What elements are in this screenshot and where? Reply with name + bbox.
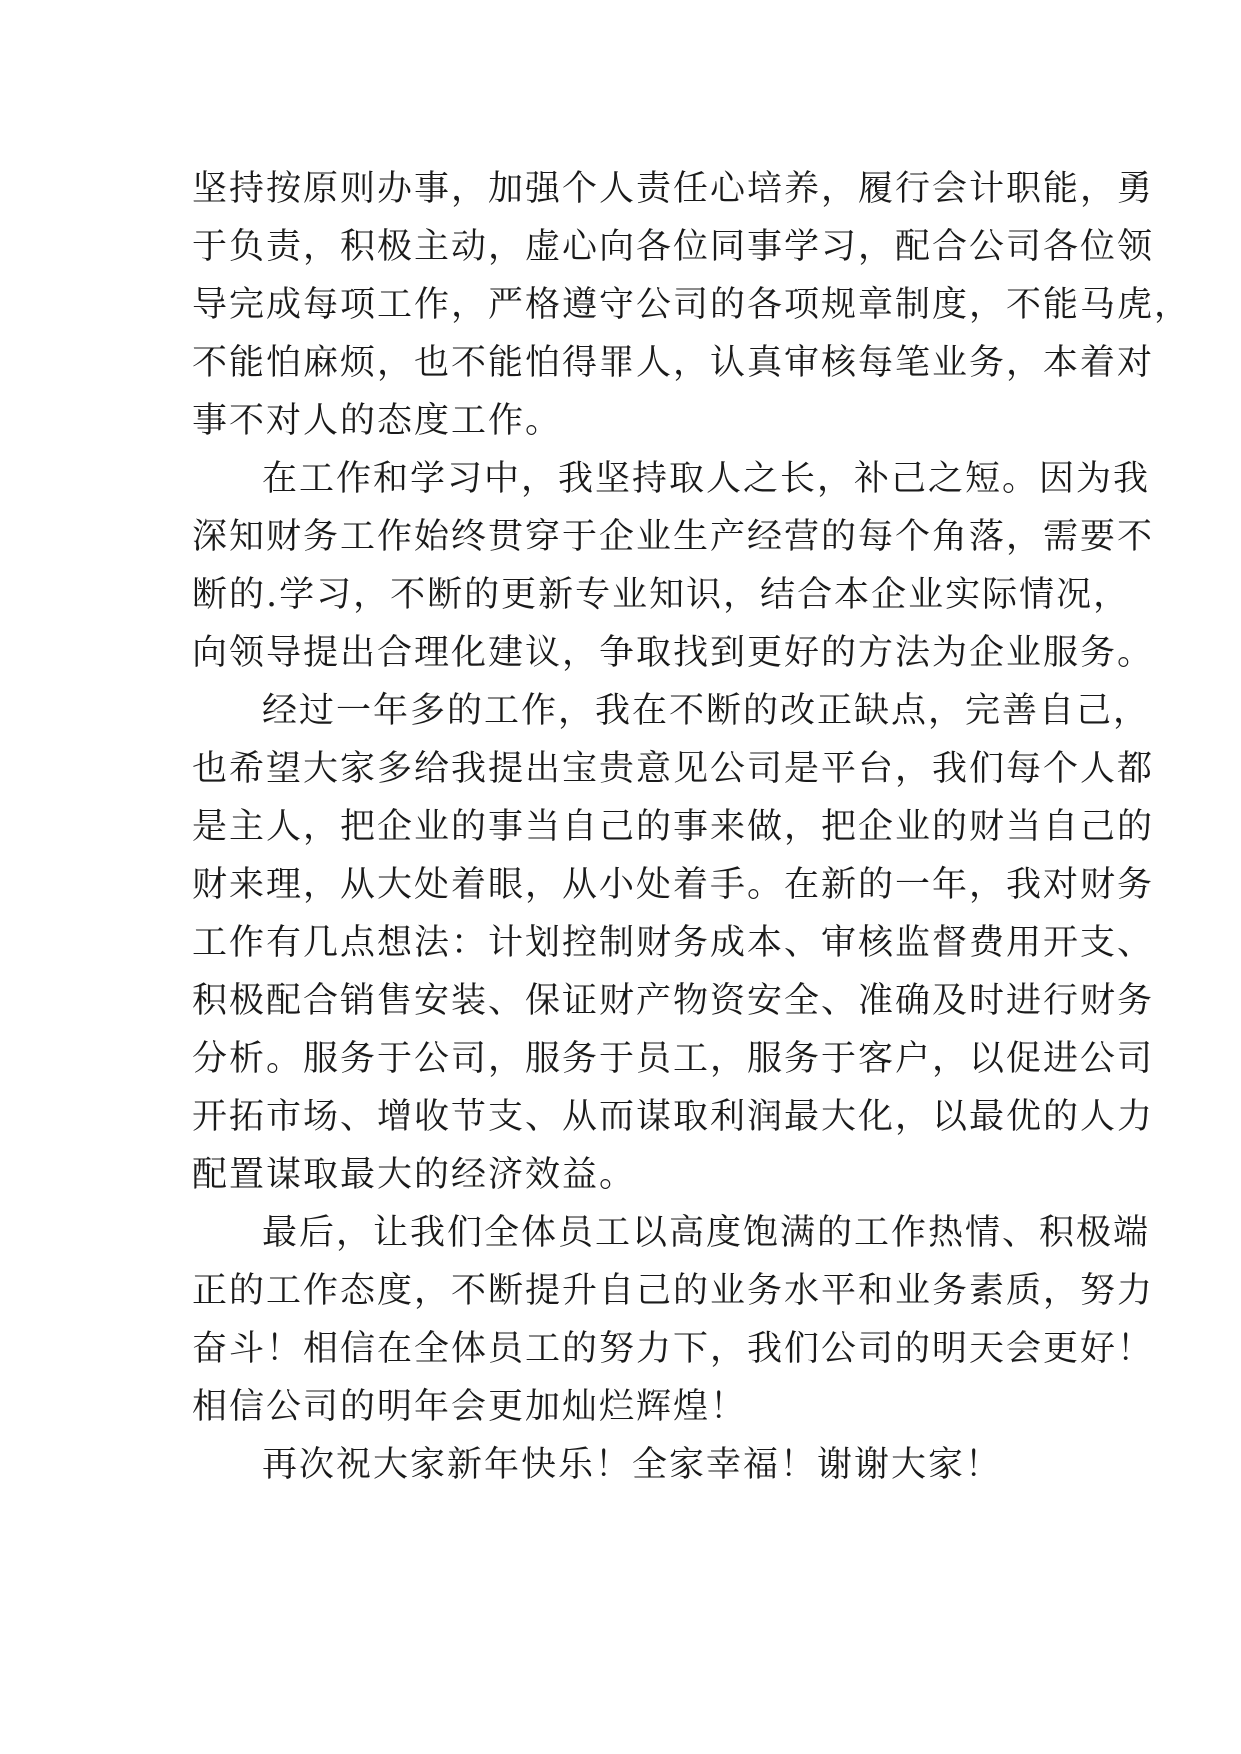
text-line: 开拓市场、增收节支、从而谋取利润最大化，以最优的人力 (192, 1097, 1155, 1137)
text-line: 财来理，从大处着眼，从小处着手。在新的一年，我对财务 (192, 865, 1155, 905)
paragraph-start-line: 经过一年多的工作，我在不断的改正缺点，完善自己， (262, 691, 1151, 731)
text-line: 深知财务工作始终贯穿于企业生产经营的每个角落，需要不 (192, 517, 1155, 557)
text-line: 导完成每项工作，严格遵守公司的各项规章制度，不能马虎， (192, 285, 1192, 325)
text-line: 也希望大家多给我提出宝贵意见公司是平台，我们每个人都 (192, 749, 1155, 789)
text-line: 事不对人的态度工作。 (192, 401, 563, 441)
text-line: 向领导提出合理化建议，争取找到更好的方法为企业服务。 (192, 633, 1155, 673)
text-line: 配置谋取最大的经济效益。 (192, 1155, 637, 1195)
text-line: 不能怕麻烦，也不能怕得罪人，认真审核每笔业务，本着对 (192, 343, 1155, 383)
text-line: 断的.学习，不断的更新专业知识，结合本企业实际情况， (192, 575, 1131, 615)
text-line: 相信公司的明年会更加灿烂辉煌！ (192, 1387, 748, 1427)
paragraph-start-line: 再次祝大家新年快乐！全家幸福！谢谢大家！ (262, 1445, 1003, 1485)
text-line: 坚持按原则办事，加强个人责任心培养，履行会计职能，勇 (192, 169, 1155, 209)
text-line: 积极配合销售安装、保证财产物资安全、准确及时进行财务 (192, 981, 1155, 1021)
paragraph-start-line: 在工作和学习中，我坚持取人之长，补己之短。因为我 (262, 459, 1151, 499)
body-text (192, 160, 1192, 1494)
text-line: 于负责，积极主动，虚心向各位同事学习，配合公司各位领 (192, 227, 1155, 267)
text-line: 奋斗！相信在全体员工的努力下，我们公司的明天会更好！ (192, 1329, 1155, 1369)
text-line: 工作有几点想法：计划控制财务成本、审核监督费用开支、 (192, 923, 1155, 963)
text-line: 分析。服务于公司，服务于员工，服务于客户，以促进公司 (192, 1039, 1155, 1079)
text-line: 是主人，把企业的事当自己的事来做，把企业的财当自己的 (192, 807, 1155, 847)
text-line: 正的工作态度，不断提升自己的业务水平和业务素质，努力 (192, 1271, 1155, 1311)
paragraph-start-line: 最后，让我们全体员工以高度饱满的工作热情、积极端 (262, 1213, 1151, 1253)
